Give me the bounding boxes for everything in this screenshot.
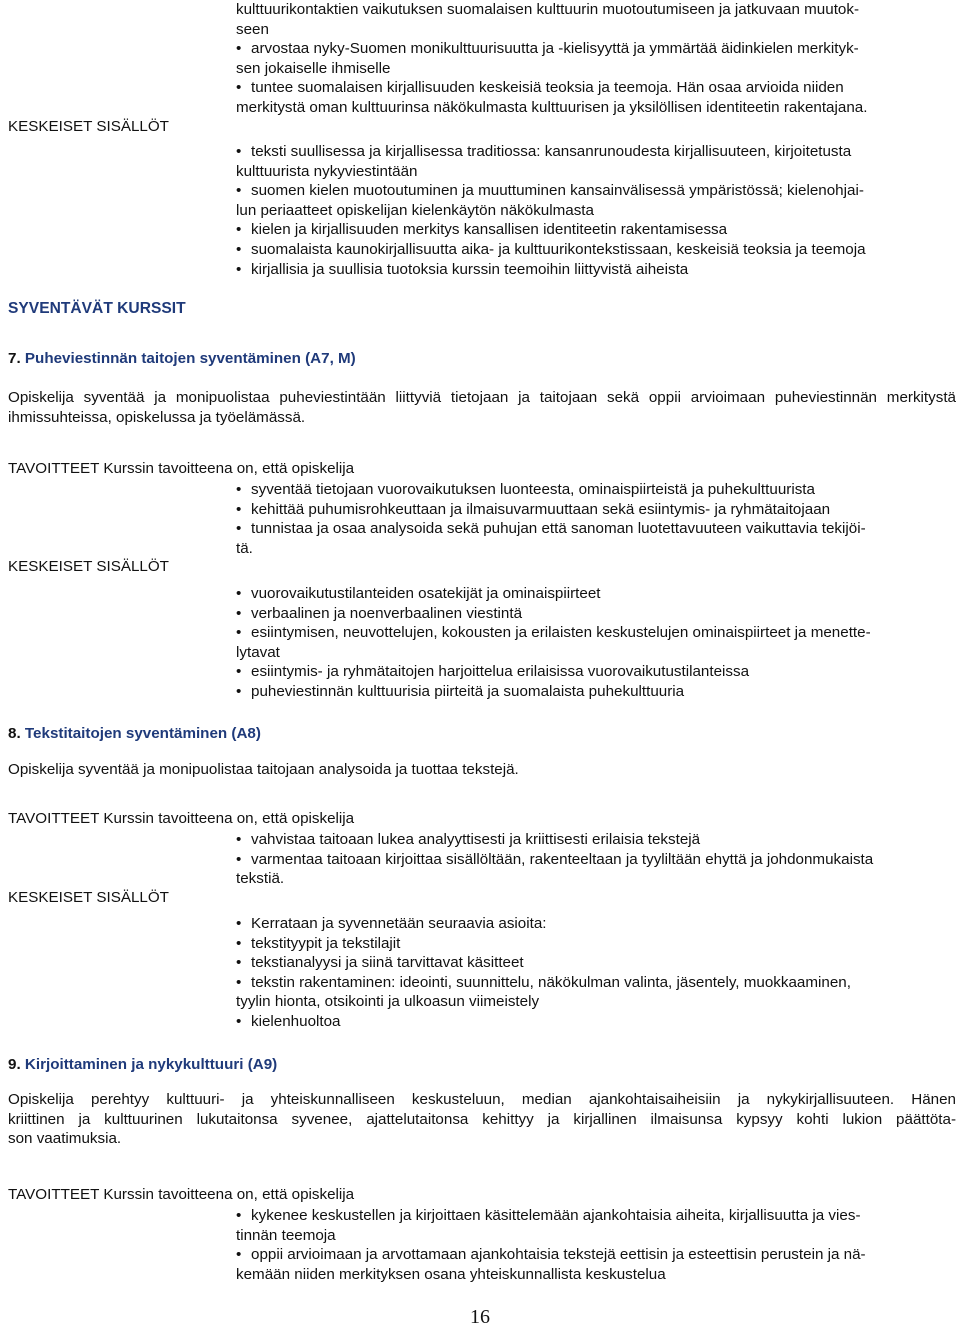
goals-label: TAVOITTEET Kurssin tavoitteena on, että opiskelija (8, 810, 355, 827)
list-item: • kirjallisia ja suullisia tuotoksia kurssin teemoihin liittyvistä aiheista (236, 260, 956, 280)
goals-label: TAVOITTEET Kurssin tavoitteena on, että opiskelija (8, 460, 355, 477)
list-item: • esiintymis- ja ryhmätaitojen harjoittelua erilaisissa vuorovaikutustilanteissa (236, 662, 956, 682)
list-item: • vuorovaikutustilanteiden osatekijät ja ominaispiirteet (236, 584, 956, 604)
list-item: • kykenee keskustellen ja kirjoittaen käsittelemään ajankohtaisia aiheita, kirjallisuutta ja vies- (236, 1206, 956, 1226)
list-item: seen (236, 20, 269, 38)
list-item: • tekstityypit ja tekstilajit (236, 934, 956, 954)
goals-list (236, 1206, 956, 1284)
list-item: • oppii arvioimaan ja arvottamaan ajankohtaisia tekstejä eettisin ja esteettisin perustein ja nä- (236, 1245, 956, 1265)
content-label: KESKEISET SISÄLLÖT (8, 118, 169, 135)
list-item: lun periaatteet opiskelijan kielenkäytön näkökulmasta (236, 201, 594, 219)
course-title-8 (8, 725, 261, 742)
list-item: • tekstin rakentaminen: ideointi, suunnittelu, näkökulman valinta, jäsentely, muokkaaminen, (236, 973, 956, 993)
list-item: tä. (236, 539, 253, 557)
list-item: • kielen ja kirjallisuuden merkitys kansallisen identiteetin rakentamisessa (236, 220, 956, 240)
list-item: kemään niiden merkityksen osana yhteiskunnallista keskustelua (236, 1265, 666, 1283)
list-item: • kielenhuoltoa (236, 1012, 956, 1032)
list-item: • tekstianalyysi ja siinä tarvittavat käsitteet (236, 953, 956, 973)
goals-list (236, 480, 956, 558)
list-item: tinnän teemoja (236, 1226, 336, 1244)
goals-label: TAVOITTEET Kurssin tavoitteena on, että opiskelija (8, 1186, 355, 1203)
list-item: • suomalaista kaunokirjallisuutta aika- ja kulttuurikontekstissaan, keskeisiä teoksia ja teemoja (236, 240, 956, 260)
list-item: • syventää tietojaan vuorovaikutuksen luonteesta, ominaispiirteistä ja puhekulttuurista (236, 480, 956, 500)
list-item: • suomen kielen muotoutuminen ja muuttuminen kansainvälisessä ympäristössä; kielenohjai- (236, 181, 956, 201)
course-name: Puheviestinnän taitojen syventäminen (A7, M) (24, 350, 356, 367)
list-item: • verbaalinen ja noenverbaalinen viestintä (236, 604, 956, 624)
top-goals-list (236, 0, 956, 118)
list-item: • Kerrataan ja syvennetään seuraavia asioita: (236, 914, 956, 934)
list-item: • vahvistaa taitoaan lukea analyyttisesti ja kriittisesti erilaisia tekstejä (236, 830, 956, 850)
list-item: kulttuurikontaktien vaikutuksen suomalaisen kulttuurin muotoutumiseen ja jatkuvaan muutok- (236, 1, 860, 18)
intro-line: kriittinen ja kulttuurinen lukutaitonsa syvenee, ajattelutaitonsa kehittyy ja kirjallinen ilmaisunsa kypsyy kohti lukion päättöta- (8, 1110, 956, 1128)
course-number: 9. (8, 1056, 21, 1073)
list-item: tekstiä. (236, 870, 285, 888)
list-item: • tuntee suomalaisen kirjallisuuden keskeisiä teoksia ja teemoja. Hän osaa arvioida niiden (236, 78, 956, 98)
intro-line: Opiskelija perehtyy kulttuuri- ja yhteiskunnalliseen keskusteluun, median ajankohtaisaiheisiin ja nykykirjallisuuteen. Hänen (8, 1091, 956, 1108)
list-item: • kehittää puhumisrohkeuttaan ja ilmaisuvarmuuttaan sekä esiintymis- ja ryhmätaitojaan (236, 500, 956, 520)
list-item: • puheviestinnän kulttuurisia piirteitä ja suomalaista puhekulttuuria (236, 682, 956, 702)
list-item: • tunnistaa ja osaa analysoida sekä puhujan että sanoman luotettavuuteen vaikuttavia tekijöi- (236, 519, 956, 539)
content-label: KESKEISET SISÄLLÖT (8, 558, 169, 575)
course-intro (8, 1090, 956, 1149)
course-title-7 (8, 350, 356, 367)
contents-list (236, 584, 956, 702)
list-item: kulttuurista nykyviestintään (236, 162, 418, 180)
list-item: sen jokaiselle ihmiselle (236, 59, 391, 77)
course-name: Kirjoittaminen ja nykykulttuuri (A9) (24, 1056, 278, 1073)
course-number: 8. (8, 725, 21, 742)
list-item: • varmentaa taitoaan kirjoittaa sisällöltään, rakenteeltaan ja tyyliltään ehyttä ja johdonmukaista (236, 850, 956, 870)
top-contents-list (236, 142, 956, 279)
list-item: merkitystä oman kulttuurinsa näkökulmasta kulttuurisen ja yksilöllisen identiteetin rakentajana. (236, 98, 868, 116)
page-number: 16 (470, 1306, 490, 1328)
contents-list (236, 914, 956, 1032)
course-intro: Opiskelija syventää ja monipuolistaa taitojaan analysoida ja tuottaa tekstejä. (8, 761, 519, 778)
list-item: lytavat (236, 643, 280, 661)
goals-list (236, 830, 956, 889)
course-name: Tekstitaitojen syventäminen (A8) (24, 725, 261, 742)
list-item: • esiintymisen, neuvottelujen, kokousten ja erilaisten keskustelujen ominaispiirteet ja menette- (236, 623, 956, 643)
section-heading: SYVENTÄVÄT KURSSIT (8, 300, 186, 317)
content-label: KESKEISET SISÄLLÖT (8, 889, 169, 906)
list-item: tyylin hionta, otsikointi ja ulkoasun viimeistely (236, 993, 540, 1011)
list-item: • arvostaa nyky-Suomen monikulttuurisuutta ja -kielisyyttä ja ymmärtää äidinkielen merkityk- (236, 39, 956, 59)
intro-line: son vaatimuksia. (8, 1130, 122, 1148)
list-item: • teksti suullisessa ja kirjallisessa traditiossa: kansanrunoudesta kirjallisuuteen, kirjoitetusta (236, 142, 956, 162)
course-intro: Opiskelija syventää ja monipuolistaa puheviestintään liittyviä tietojaan ja taitojaan sekä oppii arvioimaan puheviestinnän merkitystä ihmissuhteissa, opiskelussa ja työelämässä. (8, 389, 956, 426)
course-number: 7. (8, 350, 21, 367)
course-title-9 (8, 1056, 277, 1073)
